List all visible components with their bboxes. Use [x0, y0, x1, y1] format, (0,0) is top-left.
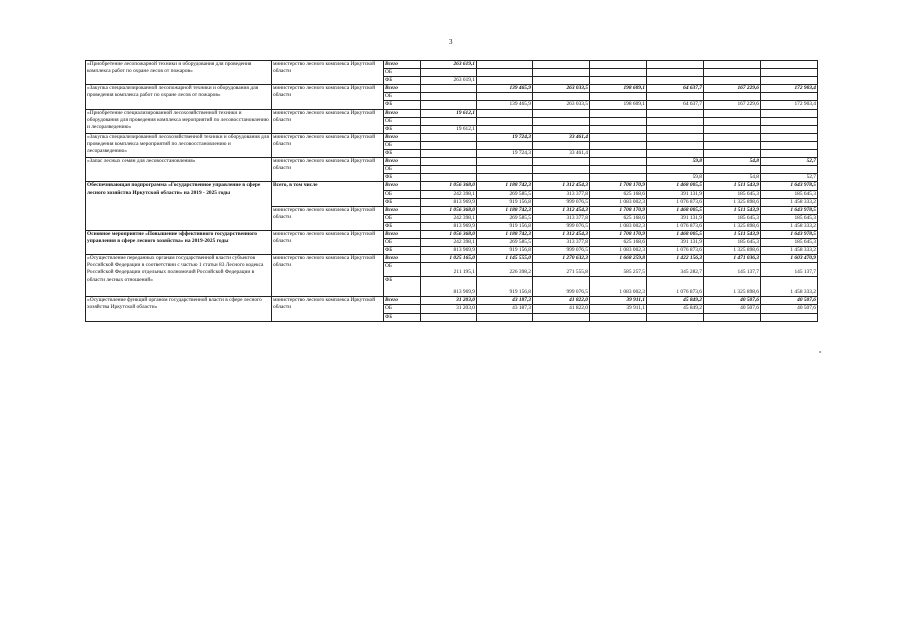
amount-cell	[590, 61, 647, 69]
margin-mark: »	[819, 350, 822, 355]
amount-cell: 52,7	[761, 158, 818, 166]
amount-cell	[533, 125, 590, 133]
amount-cell: 59,8	[647, 174, 704, 182]
funding-source-cell: ФБ	[384, 247, 421, 255]
amount-cell	[477, 109, 533, 117]
funding-source-cell: ОБ	[384, 93, 421, 101]
amount-cell: 625 168,6	[590, 239, 647, 247]
executor-cell: министерство лесного комплекса Иркутской области	[272, 61, 384, 85]
amount-cell	[421, 85, 477, 93]
amount-cell: 1 083 002,3	[590, 277, 647, 297]
amount-cell: 145 137,7	[704, 263, 761, 277]
funding-source-cell: ФБ	[384, 277, 421, 297]
amount-cell	[421, 166, 477, 174]
amount-cell: 185 645,3	[761, 239, 818, 247]
measure-name-cell: «Запас лесных семян для лесовосстановления»	[86, 158, 272, 182]
amount-cell: 64 637,7	[647, 101, 704, 109]
funding-source-cell: ФБ	[384, 174, 421, 182]
amount-cell	[647, 150, 704, 158]
amount-cell: 263 033,5	[533, 85, 590, 93]
amount-cell: 40 507,6	[704, 305, 761, 313]
funding-source-cell: Всего	[384, 85, 421, 93]
amount-cell	[477, 141, 533, 149]
amount-cell	[647, 93, 704, 101]
amount-cell	[761, 150, 818, 158]
amount-cell: 813 969,9	[421, 222, 477, 230]
amount-cell	[421, 117, 477, 125]
amount-cell: 172 903,4	[761, 101, 818, 109]
amount-cell	[647, 166, 704, 174]
amount-cell	[647, 109, 704, 117]
amount-cell	[647, 77, 704, 85]
amount-cell: 271 555,8	[533, 263, 590, 277]
funding-source-cell: ФБ	[384, 101, 421, 109]
amount-cell: 625 168,6	[590, 190, 647, 198]
funding-source-cell: Всего	[384, 297, 421, 305]
amount-cell	[647, 141, 704, 149]
amount-cell: 1 312 454,3	[533, 206, 590, 214]
measure-name-cell: «Приобретение лесопожарной техники и оборудования для проведения комплекса работ по охране лесов от пожаров»	[86, 61, 272, 85]
amount-cell: 33 461,4	[533, 150, 590, 158]
amount-cell: 813 969,9	[421, 198, 477, 206]
amount-cell: 1 076 873,6	[647, 198, 704, 206]
amount-cell	[761, 166, 818, 174]
table-row	[86, 109, 818, 117]
amount-cell	[590, 174, 647, 182]
amount-cell: 1 056 368,0	[421, 230, 477, 238]
amount-cell: 64 637,7	[647, 85, 704, 93]
amount-cell: 39 911,1	[590, 305, 647, 313]
amount-cell: 313 377,8	[533, 214, 590, 222]
amount-cell: 167 229,6	[704, 101, 761, 109]
amount-cell: 625 168,6	[590, 214, 647, 222]
amount-cell	[761, 125, 818, 133]
amount-cell: 1 312 454,3	[533, 182, 590, 190]
amount-cell: 999 076,5	[533, 277, 590, 297]
amount-cell: 999 076,5	[533, 247, 590, 255]
amount-cell	[704, 117, 761, 125]
amount-cell	[590, 77, 647, 85]
amount-cell	[590, 141, 647, 149]
table-row	[86, 230, 818, 238]
funding-source-cell: ФБ	[384, 222, 421, 230]
amount-cell	[590, 150, 647, 158]
amount-cell	[647, 125, 704, 133]
amount-cell: 919 156,8	[477, 222, 533, 230]
amount-cell	[761, 77, 818, 85]
amount-cell: 139 465,9	[477, 85, 533, 93]
amount-cell	[704, 141, 761, 149]
amount-cell: 919 156,8	[477, 247, 533, 255]
amount-cell	[421, 174, 477, 182]
amount-cell: 1 643 978,5	[761, 182, 818, 190]
amount-cell: 19 724,3	[477, 133, 533, 141]
amount-cell: 54,8	[704, 158, 761, 166]
amount-cell: 1 083 002,3	[590, 198, 647, 206]
amount-cell: 1 468 005,5	[647, 230, 704, 238]
amount-cell: 242 398,1	[421, 190, 477, 198]
executor-cell: министерство лесного комплекса Иркутской области	[272, 230, 384, 254]
budget-table	[85, 60, 818, 322]
amount-cell: 1 511 543,9	[704, 182, 761, 190]
amount-cell	[704, 69, 761, 77]
amount-cell: 52,7	[761, 174, 818, 182]
amount-cell: 1 422 156,3	[647, 255, 704, 263]
amount-cell	[590, 166, 647, 174]
funding-source-cell: ФБ	[384, 313, 421, 321]
amount-cell: 1 643 978,5	[761, 206, 818, 214]
funding-source-cell: Всего	[384, 158, 421, 166]
amount-cell: 263 619,1	[421, 61, 477, 69]
executor-cell: министерство лесного комплекса Иркутской области	[272, 133, 384, 157]
funding-source-cell: Всего	[384, 109, 421, 117]
funding-source-cell: ОБ	[384, 69, 421, 77]
amount-cell	[533, 158, 590, 166]
amount-cell: 1 025 165,0	[421, 255, 477, 263]
amount-cell	[704, 313, 761, 321]
amount-cell	[477, 117, 533, 125]
table-row	[86, 158, 818, 166]
amount-cell: 45 849,2	[647, 297, 704, 305]
amount-cell	[590, 93, 647, 101]
amount-cell: 33 461,4	[533, 133, 590, 141]
amount-cell: 1 468 005,5	[647, 206, 704, 214]
amount-cell: 1 188 742,3	[477, 230, 533, 238]
amount-cell: 145 137,7	[761, 263, 818, 277]
funding-source-cell: ОБ	[384, 263, 421, 277]
amount-cell	[477, 93, 533, 101]
amount-cell	[533, 174, 590, 182]
executor-cell: Всего, в том числе	[272, 182, 384, 206]
funding-source-cell: Всего	[384, 206, 421, 214]
amount-cell	[761, 109, 818, 117]
amount-cell: 1 603 470,9	[761, 255, 818, 263]
amount-cell	[704, 77, 761, 85]
amount-cell	[761, 61, 818, 69]
amount-cell: 1 083 002,3	[590, 247, 647, 255]
measure-name-cell: «Приобретение специализированной лесохозяйственной техники и оборудования для проведения комплекса мероприятий по лесовосстановлению и лесоразведению»	[86, 109, 272, 133]
amount-cell	[647, 133, 704, 141]
amount-cell	[533, 69, 590, 77]
amount-cell: 167 229,6	[704, 85, 761, 93]
amount-cell: 919 156,8	[477, 198, 533, 206]
amount-cell	[421, 133, 477, 141]
amount-cell	[477, 125, 533, 133]
amount-cell	[533, 61, 590, 69]
amount-cell	[647, 117, 704, 125]
amount-cell: 1 312 454,3	[533, 230, 590, 238]
amount-cell: 172 903,4	[761, 85, 818, 93]
amount-cell	[421, 101, 477, 109]
amount-cell: 919 156,8	[477, 277, 533, 297]
amount-cell	[477, 77, 533, 85]
amount-cell	[590, 125, 647, 133]
amount-cell	[533, 313, 590, 321]
amount-cell	[533, 166, 590, 174]
amount-cell: 185 645,3	[704, 239, 761, 247]
amount-cell: 1 511 543,9	[704, 230, 761, 238]
funding-source-cell: ФБ	[384, 125, 421, 133]
amount-cell	[704, 93, 761, 101]
amount-cell: 41 822,0	[533, 297, 590, 305]
amount-cell: 1 056 368,0	[421, 206, 477, 214]
amount-cell	[533, 109, 590, 117]
amount-cell: 1 188 742,3	[477, 206, 533, 214]
funding-source-cell: ФБ	[384, 198, 421, 206]
measure-name-cell: «Закупка специализированной лесохозяйственной техники и оборудования для проведения комплекса мероприятий по лесовосстановлению и лесоразведению»	[86, 133, 272, 157]
amount-cell: 1 325 898,6	[704, 198, 761, 206]
amount-cell	[590, 117, 647, 125]
amount-cell: 59,8	[647, 158, 704, 166]
measure-name-cell: «Осуществление функций органом государственной власти в сфере лесного хозяйства Иркутской области»	[86, 297, 272, 321]
table-row	[86, 255, 818, 263]
amount-cell: 1 458 333,2	[761, 277, 818, 297]
amount-cell: 185 645,3	[761, 190, 818, 198]
amount-cell	[761, 69, 818, 77]
executor-cell: министерство лесного комплекса Иркутской области	[272, 297, 384, 321]
amount-cell: 19 612,1	[421, 125, 477, 133]
amount-cell	[477, 166, 533, 174]
table-row	[86, 61, 818, 69]
amount-cell: 31 203,0	[421, 297, 477, 305]
amount-cell: 41 822,0	[533, 305, 590, 313]
amount-cell	[761, 117, 818, 125]
amount-cell: 19 612,1	[421, 109, 477, 117]
amount-cell: 1 458 333,2	[761, 222, 818, 230]
amount-cell: 391 131,9	[647, 190, 704, 198]
amount-cell: 813 969,9	[421, 277, 477, 297]
amount-cell: 40 507,6	[761, 305, 818, 313]
amount-cell: 211 195,1	[421, 263, 477, 277]
amount-cell	[761, 141, 818, 149]
funding-source-cell: ОБ	[384, 117, 421, 125]
amount-cell: 1 511 543,9	[704, 206, 761, 214]
amount-cell: 1 325 898,6	[704, 247, 761, 255]
amount-cell	[533, 141, 590, 149]
amount-cell	[704, 125, 761, 133]
amount-cell	[704, 109, 761, 117]
amount-cell	[647, 69, 704, 77]
amount-cell	[761, 133, 818, 141]
amount-cell: 1 708 170,9	[590, 230, 647, 238]
amount-cell	[477, 313, 533, 321]
funding-source-cell: Всего	[384, 255, 421, 263]
amount-cell: 198 609,1	[590, 85, 647, 93]
executor-cell: министерство лесного комплекса Иркутской области	[272, 85, 384, 109]
measure-name-cell: Обеспечивающая подпрограмма «Государственное управление в сфере лесного хозяйства Иркутской области» на 2019 - 2025 годы	[86, 182, 272, 231]
amount-cell: 40 507,6	[704, 297, 761, 305]
amount-cell: 313 377,8	[533, 190, 590, 198]
amount-cell	[533, 77, 590, 85]
amount-cell: 31 203,0	[421, 305, 477, 313]
amount-cell: 1 668 259,8	[590, 255, 647, 263]
amount-cell	[704, 166, 761, 174]
executor-cell: министерство лесного комплекса Иркутской области	[272, 109, 384, 133]
amount-cell: 391 131,9	[647, 239, 704, 247]
amount-cell: 198 609,1	[590, 101, 647, 109]
amount-cell: 269 585,5	[477, 239, 533, 247]
measure-name-cell: «Осуществление переданных органам государственной власти субъектов Российской Федерации в соответствии с частью 1 статьи 83 Лесного кодекса Российской Федерации отдельных полномочий Российской Федерации в области лесных отношений»	[86, 255, 272, 297]
amount-cell: 1 468 005,5	[647, 182, 704, 190]
amount-cell	[421, 69, 477, 77]
amount-cell: 185 645,3	[704, 190, 761, 198]
amount-cell: 45 849,2	[647, 305, 704, 313]
table-row	[86, 297, 818, 305]
amount-cell: 185 645,3	[704, 214, 761, 222]
funding-source-cell: ОБ	[384, 239, 421, 247]
funding-source-cell: ОБ	[384, 214, 421, 222]
amount-cell	[421, 150, 477, 158]
funding-source-cell: Всего	[384, 182, 421, 190]
funding-source-cell: Всего	[384, 61, 421, 69]
funding-source-cell: Всего	[384, 133, 421, 141]
amount-cell: 19 724,3	[477, 150, 533, 158]
amount-cell: 1 708 170,9	[590, 206, 647, 214]
amount-cell	[590, 133, 647, 141]
measure-name-cell: Основное мероприятие «Повышение эффективного государственного управления в сфере лесного хозяйства» на 2019-2025 годы	[86, 230, 272, 254]
amount-cell: 263 619,1	[421, 77, 477, 85]
amount-cell: 1 643 978,5	[761, 230, 818, 238]
amount-cell: 1 076 873,6	[647, 247, 704, 255]
amount-cell: 345 282,7	[647, 263, 704, 277]
amount-cell: 999 076,5	[533, 222, 590, 230]
amount-cell: 1 076 873,6	[647, 222, 704, 230]
funding-source-cell: ФБ	[384, 77, 421, 85]
amount-cell: 269 585,5	[477, 214, 533, 222]
amount-cell	[647, 61, 704, 69]
table-row	[86, 182, 818, 190]
amount-cell: 269 585,5	[477, 190, 533, 198]
amount-cell	[421, 313, 477, 321]
amount-cell	[590, 158, 647, 166]
table-body	[86, 61, 818, 322]
amount-cell: 40 507,6	[761, 297, 818, 305]
amount-cell	[421, 93, 477, 101]
amount-cell	[477, 174, 533, 182]
amount-cell	[590, 109, 647, 117]
executor-cell: министерство лесного комплекса Иркутской области	[272, 255, 384, 297]
amount-cell: 1 145 555,0	[477, 255, 533, 263]
executor-cell: министерство лесного комплекса Иркутской области	[272, 158, 384, 182]
amount-cell: 1 325 898,6	[704, 222, 761, 230]
table-row	[86, 85, 818, 93]
amount-cell: 1 458 333,2	[761, 247, 818, 255]
amount-cell: 263 033,5	[533, 101, 590, 109]
amount-cell	[704, 150, 761, 158]
executor-cell: министерство лесного комплекса Иркутской области	[272, 206, 384, 230]
funding-source-cell: ФБ	[384, 150, 421, 158]
page-number: 3	[449, 38, 453, 46]
funding-source-cell: ОБ	[384, 166, 421, 174]
amount-cell: 1 325 898,6	[704, 277, 761, 297]
amount-cell: 1 471 036,3	[704, 255, 761, 263]
amount-cell: 1 056 368,0	[421, 182, 477, 190]
amount-cell: 43 187,3	[477, 297, 533, 305]
amount-cell	[704, 61, 761, 69]
amount-cell: 1 708 170,9	[590, 182, 647, 190]
amount-cell: 1 076 873,6	[647, 277, 704, 297]
amount-cell: 313 377,8	[533, 239, 590, 247]
amount-cell: 54,8	[704, 174, 761, 182]
amount-cell	[704, 133, 761, 141]
table-row	[86, 133, 818, 141]
funding-source-cell: Всего	[384, 230, 421, 238]
funding-source-cell: ОБ	[384, 190, 421, 198]
measure-name-cell: «Закупка специализированной лесопожарной техники и оборудования для проведения комплекса работ по охране лесов от пожаров»	[86, 85, 272, 109]
amount-cell: 813 969,9	[421, 247, 477, 255]
amount-cell	[533, 93, 590, 101]
amount-cell	[477, 69, 533, 77]
amount-cell: 242 398,1	[421, 239, 477, 247]
amount-cell: 1 083 002,3	[590, 222, 647, 230]
amount-cell	[590, 69, 647, 77]
amount-cell: 185 645,3	[761, 214, 818, 222]
amount-cell: 139 465,9	[477, 101, 533, 109]
amount-cell: 39 911,1	[590, 297, 647, 305]
funding-source-cell: ОБ	[384, 141, 421, 149]
amount-cell	[421, 141, 477, 149]
amount-cell: 585 257,5	[590, 263, 647, 277]
amount-cell: 242 398,1	[421, 214, 477, 222]
funding-source-cell: ОБ	[384, 305, 421, 313]
amount-cell: 391 131,9	[647, 214, 704, 222]
amount-cell	[477, 158, 533, 166]
amount-cell: 999 076,5	[533, 198, 590, 206]
amount-cell: 1 188 742,3	[477, 182, 533, 190]
amount-cell	[533, 117, 590, 125]
amount-cell	[761, 313, 818, 321]
amount-cell	[590, 313, 647, 321]
amount-cell	[761, 93, 818, 101]
amount-cell: 1 270 632,3	[533, 255, 590, 263]
amount-cell: 1 458 333,2	[761, 198, 818, 206]
amount-cell	[421, 158, 477, 166]
amount-cell: 226 398,2	[477, 263, 533, 277]
amount-cell: 43 187,3	[477, 305, 533, 313]
amount-cell	[647, 313, 704, 321]
amount-cell	[477, 61, 533, 69]
